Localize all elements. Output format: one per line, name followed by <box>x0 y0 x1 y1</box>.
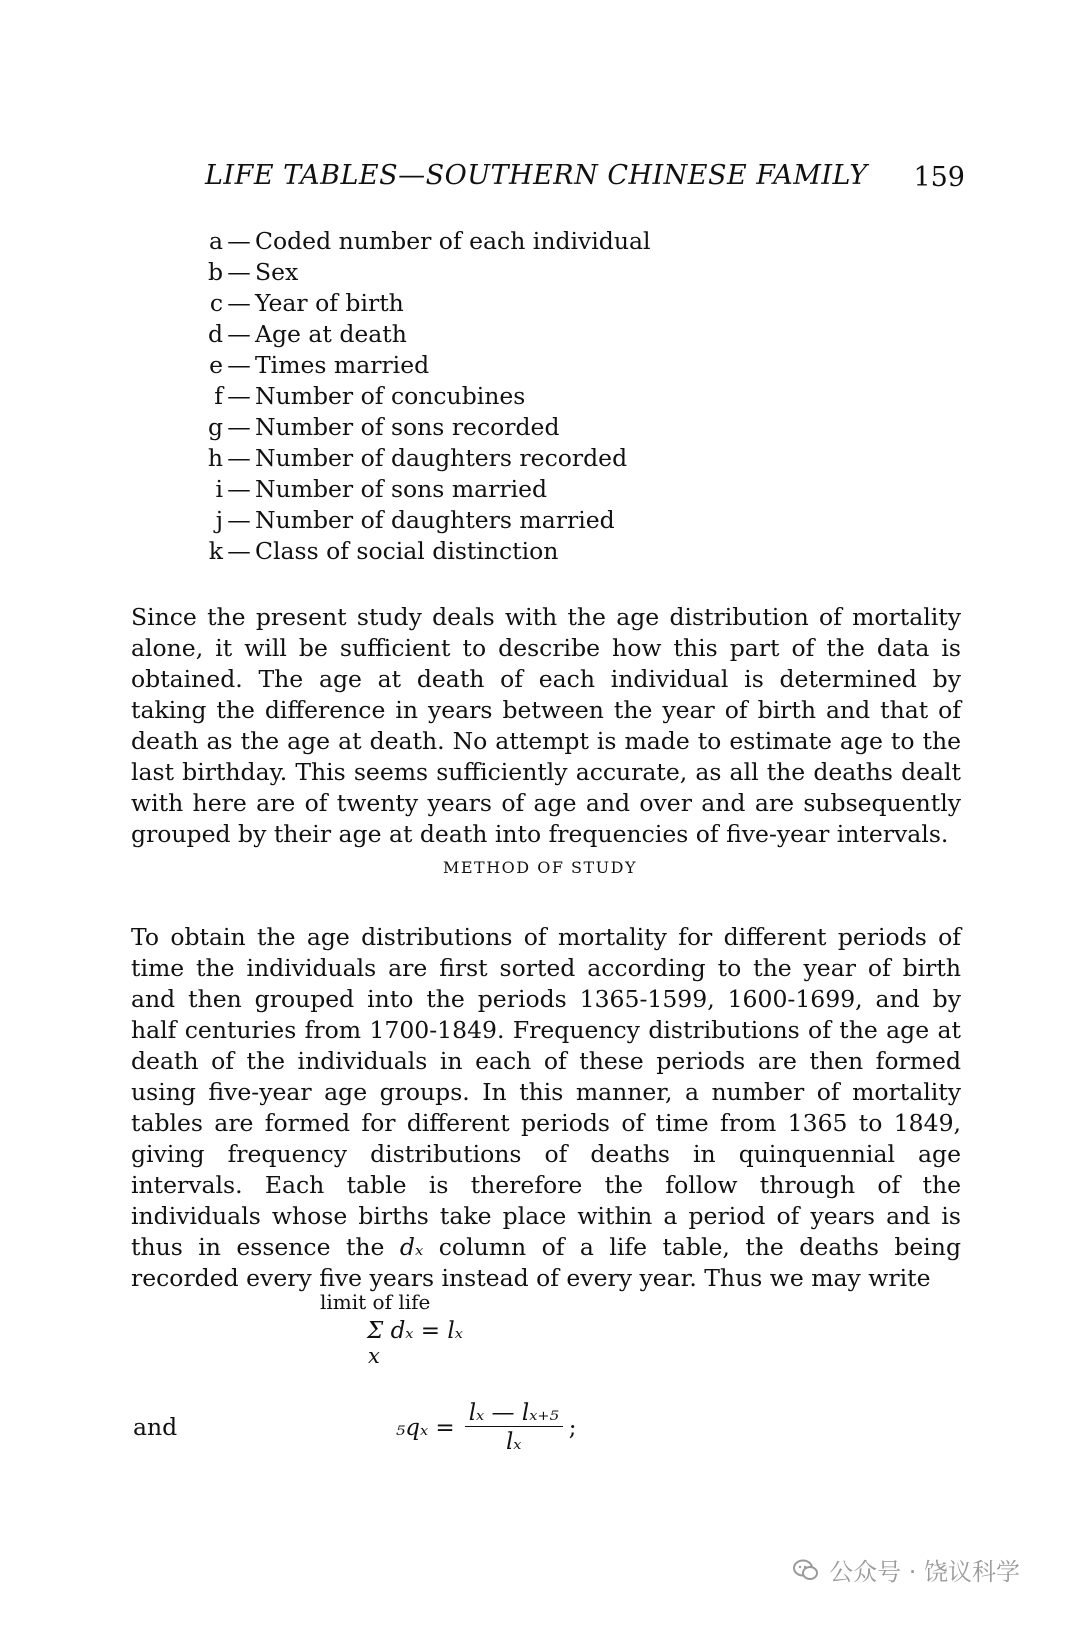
sum-limit-label: limit of life <box>320 1290 431 1314</box>
legend-item: b — Sex <box>207 258 299 286</box>
legend-item: j — Number of daughters married <box>215 506 615 534</box>
and-label: and <box>133 1413 178 1441</box>
legend-item: i — Number of sons married <box>215 475 548 503</box>
legend-item: h — Number of daughters recorded <box>207 444 628 472</box>
legend-item: a — Coded number of each individual <box>208 227 651 255</box>
equation-qx <box>396 1400 576 1455</box>
watermark <box>793 1552 1020 1587</box>
running-header <box>205 160 965 200</box>
equation-semicolon: ; <box>568 1414 577 1441</box>
legend-item: g — Number of sons recorded <box>207 413 560 441</box>
legend-item: d — Age at death <box>207 320 407 348</box>
watermark-text: 公众号 · 饶议科学 <box>829 1558 1020 1586</box>
fraction-denominator: lₓ <box>505 1429 522 1455</box>
chat-bubbles-icon <box>793 1559 819 1581</box>
qx-fraction <box>465 1400 563 1455</box>
running-title: LIFE TABLES—SOUTHERN CHINESE FAMILY <box>205 160 868 191</box>
sum-index: x <box>368 1344 380 1368</box>
legend-item: c — Year of birth <box>209 289 404 317</box>
variable-legend <box>205 226 651 567</box>
qx-lhs: ₅qₓ = <box>396 1414 455 1441</box>
legend-item: f — Number of concubines <box>214 382 526 410</box>
paragraph-method: To obtain the age distributions of mortality for different periods of time the individuals are first sorted according to the year of birth and then grouped into the periods 1365-1599, 1600-1699, and by half centuries from 1700-1849. Frequency distributions of the age at death of the individuals in each of these periods are then formed using five-year age groups. In this manner, a number of mortality tables are formed for different periods of time from 1365 to 1849, giving frequency distributions of deaths in quinquennial age intervals. Each table is therefore the follow through of the individuals whose births take place within a period of years and is thus in essence the dₓ column of a life table, the deaths being recorded every five years instead of every year. Thus we may write <box>131 922 961 1292</box>
section-heading: METHOD OF STUDY <box>442 858 638 877</box>
paragraph-data-description: Since the present study deals with the age distribution of mortality alone, it will be sufficient to describe how this part of the data is obtained. The age at death of each individual is determined by taking the difference in years between the year of birth and that of death as the age at death. No attempt is made to estimate age to the last birthday. This seems sufficiently accurate, as all the deaths dealt with here are of twenty years of age and over and are subsequently grouped by their age at death into frequencies of five-year intervals. <box>131 602 961 848</box>
legend-item: k — Class of social distinction <box>208 537 559 565</box>
legend-item: e — Times married <box>209 351 430 379</box>
dx-symbol: dₓ <box>399 1232 424 1261</box>
fraction-numerator: lₓ — lₓ₊₅ <box>465 1400 563 1427</box>
equation-sum <box>320 1290 463 1368</box>
page-number: 159 <box>913 162 965 193</box>
sum-expression: Σ dₓ = lₓ <box>367 1318 463 1344</box>
